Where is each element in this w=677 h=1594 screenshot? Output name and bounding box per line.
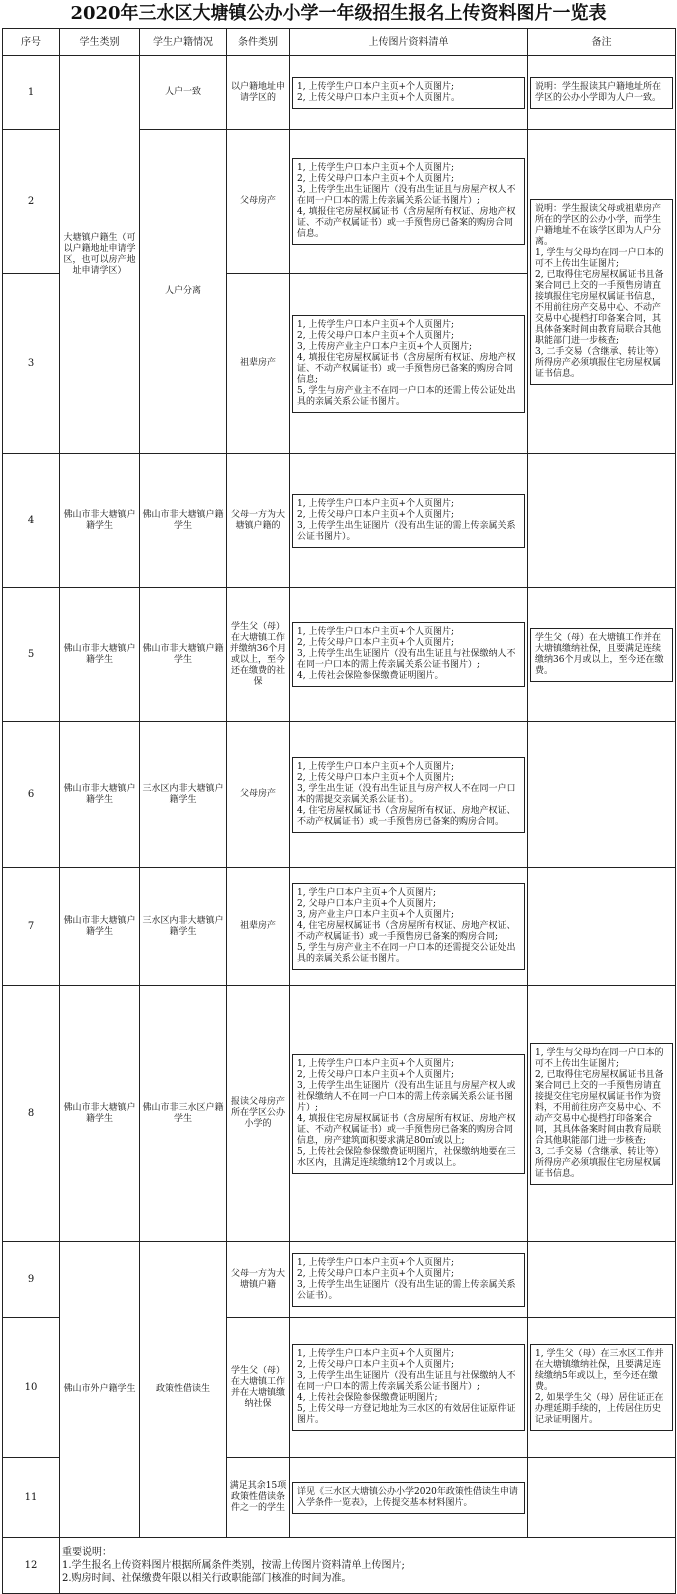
row-list: 1, 上传学生户口本户主页+个人页图片; 2, 上传父母户口本户主页+个人页图片; 3, 上传学生出生证图片（没有出生证且与房屋产权人不在同一户口本的需上传亲属关系公证书图片）; 4, 填报住宅房屋权属证书（含房屋所有权证、房地产权证、不动产权属证书）或一手预售房已备案的购房合同信息。 [292,158,525,245]
row-list: 1, 上传学生户口本户主页+个人页图片; 2, 上传父母户口本户主页+个人页图片; 3, 上传学生出生证图片（没有出生证的需上传亲属关系公证书图片）。 [292,494,525,548]
row-condition: 祖辈房产 [227,274,290,454]
row-category: 大塘镇户籍生（可以户籍地址申请学区，也可以房产地址申请学区） [60,56,140,454]
important-notes: 重要说明： 1.学生报名上传资料图片根据所属条件类别，按需上传图片资料清单上传图片; 2.购房时间、社保缴费年限以相关行政职能部门核准的时间为准。 [60,1538,676,1594]
table-row [3,1242,676,1318]
row-note [528,1242,676,1318]
table-row [3,722,676,868]
row-hukou: 佛山市非大塘镇户籍学生 [140,454,227,588]
header-category: 学生类别 [60,29,140,56]
row-hukou: 三水区内非大塘镇户籍学生 [140,722,227,868]
row-condition: 学生父（母）在大塘镇工作并缴纳36个月或以上，至今还在缴费的社保 [227,588,290,722]
row-category: 佛山市外户籍学生 [60,1242,140,1538]
row-note [528,1458,676,1538]
row-hukou: 佛山市非三水区户籍学生 [140,986,227,1242]
row-condition: 祖辈房产 [227,868,290,986]
row-condition: 学生父（母）在大塘镇工作并在大塘镇缴纳社保 [227,1318,290,1458]
row-no: 10 [3,1318,60,1458]
table-row [3,868,676,986]
row-category: 佛山市非大塘镇户籍学生 [60,986,140,1242]
row-hukou: 政策性借读生 [140,1242,227,1538]
row-no: 3 [3,274,60,454]
header-hukou: 学生户籍情况 [140,29,227,56]
table-row [3,454,676,588]
row-hukou: 人户分离 [140,130,227,454]
row-note: 说明：学生报读其户籍地址所在学区的公办小学即为人户一致。 [530,77,673,109]
row-no: 7 [3,868,60,986]
row-condition: 以户籍地址申请学区的 [227,56,290,130]
row-condition: 父母房产 [227,722,290,868]
row-no: 9 [3,1242,60,1318]
row-no: 6 [3,722,60,868]
row-hukou: 佛山市非大塘镇户籍学生 [140,588,227,722]
row-condition: 父母一方为大塘镇户籍 [227,1242,290,1318]
table-row [3,56,676,130]
table-row [3,986,676,1242]
row-category: 佛山市非大塘镇户籍学生 [60,868,140,986]
row-no: 8 [3,986,60,1242]
row-category: 佛山市非大塘镇户籍学生 [60,722,140,868]
row-condition: 满足其余15项政策性借读条件之一的学生 [227,1458,290,1538]
row-no: 12 [3,1538,60,1594]
row-note: 说明：学生报读父母或祖辈房产所在的学区的公办小学，而学生户籍地址不在该学区即为人户分离。 1, 学生与父母均在同一户口本的可不上传出生证图片; 2, 已取得住宅房屋权属证书且备案合同已上交的一手预售房请直接填报住宅房屋权属证书信息，不用前往房产交易中心、不动产交易中心提档打印备案合同，其具体备案时间由教育局联合其他职能部门进一步核查; 3, 二手交易（含继承、转让等）所得房产必须填报住宅房屋权属证书信息。 [530,199,673,385]
row-note: 1, 学生父（母）在三水区工作并在大塘镇缴纳社保，且要满足连续缴纳5年或以上，至今还在缴费。 2, 如果学生父（母）居住证正在办理延期手续的，上传居住历史记录证明图片。 [530,1344,673,1431]
row-no: 5 [3,588,60,722]
row-list: 1, 上传学生户口本户主页+个人页图片; 2, 上传父母户口本户主页+个人页图片; 3, 学生出生证（没有出生证且与房产权人不在同一户口本的需提交亲属关系公证书）。 4, 住宅房屋权属证书（含房屋所有权证、房地产权证、不动产权属证书）或一手预售房已备案的购房合同。 [292,757,525,833]
header-no: 序号 [3,29,60,56]
row-condition: 父母一方为大塘镇户籍的 [227,454,290,588]
row-no: 4 [3,454,60,588]
enrollment-table [2,28,676,1594]
row-note [528,454,676,588]
row-list: 1, 学生户口本户主页+个人页图片; 2, 父母户口本户主页+个人页图片; 3, 房产业主户口本户主页+个人页图片; 4, 住宅房屋权属证书（含房屋所有权证、房地产权证、不动产权属证书）或一手预售房已备案的购房合同; 5, 学生与房产业主不在同一户口本的还需提交公证处出具的亲属关系公证书图片。 [292,883,525,970]
row-list: 1, 上传学生户口本户主页+个人页图片; 2, 上传父母户口本户主页+个人页图片; 3, 上传学生出生证图片（没有出生证且与社保缴纳人不在同一户口本的需上传亲属关系公证书图片）; 4, 上传社会保险参保缴费证明图片。 [292,622,525,687]
row-list: 1, 上传学生户口本户主页+个人页图片; 2, 上传父母户口本户主页+个人页图片。 [292,77,525,109]
table-row [3,1538,676,1594]
row-note [528,722,676,868]
row-condition: 父母房产 [227,130,290,274]
row-list: 1, 上传学生户口本户主页+个人页图片; 2, 上传父母户口本户主页+个人页图片; 3, 上传学生出生证图片（没有出生证且与房屋产权人或社保缴纳人不在同一户口本的需上传亲属关系公证书图片）; 4, 填报住宅房屋权属证书（含房屋所有权证、房地产权证、不动产权属证书）或一手预售房已备案的购房合同信息，房产建筑面积要求满足80㎡或以上; 5, 上传社会保险参保缴费证明图片，社保缴纳地要在三水区内，且满足连续缴纳12个月或以上。 [292,1054,525,1174]
header-row [3,29,676,56]
row-no: 2 [3,130,60,274]
row-note [528,868,676,986]
row-list: 1, 上传学生户口本户主页+个人页图片; 2, 上传父母户口本户主页+个人页图片; 3, 上传学生出生证图片（没有出生证且与社保缴纳人不在同一户口本的需上传亲属关系公证书图片）; 4, 上传社会保险参保缴费证明图片; 5, 上传父母一方登记地址为三水区的有效居住证原件证图片。 [292,1344,525,1431]
row-list: 1, 上传学生户口本户主页+个人页图片; 2, 上传父母户口本户主页+个人页图片; 3, 上传学生出生证图片（没有出生证的需上传亲属关系公证书）。 [292,1253,525,1307]
row-list: 1, 上传学生户口本户主页+个人页图片; 2, 上传父母户口本户主页+个人页图片; 3, 上传房产业主户口本户主页+个人页图片; 4, 填报住宅房屋权属证书（含房屋所有权证、房地产权证、不动产权属证书）或一手预售房已备案的购房合同信息; 5, 学生与房产业主不在同一户口本的还需上传公证处出具的亲属关系公证书图片。 [292,315,525,413]
page-title: 2020年三水区大塘镇公办小学一年级招生报名上传资料图片一览表 [70,3,607,24]
row-hukou: 人户一致 [140,56,227,130]
table-row [3,588,676,722]
header-note: 备注 [528,29,676,56]
row-list: 详见《三水区大塘镇公办小学2020年政策性借读生申请入学条件一览表》，上传提交基本材料图片。 [292,1482,525,1514]
header-list: 上传图片资料清单 [290,29,528,56]
row-no: 11 [3,1458,60,1538]
row-category: 佛山市非大塘镇户籍学生 [60,588,140,722]
row-condition: 报读父母房产所在学区公办小学的 [227,986,290,1242]
row-no: 1 [3,56,60,130]
row-note: 1, 学生与父母均在同一户口本的可不上传出生证图片; 2, 已取得住宅房屋权属证书且备案合同已上交的一手预售房请直接提交住宅房屋权属证书作为资料，不用前往房产交易中心、不动产交易中心提档打印备案合同，其具体备案时间由教育局联合其他职能部门进一步核查; 3, 二手交易（含继承、转让等）所得房产必须填报住宅房屋权属证书信息。 [530,1043,673,1185]
row-note: 学生父（母）在大塘镇工作并在大塘镇缴纳社保，且要满足连续缴纳36个月或以上，至今还在缴费。 [530,628,673,682]
row-hukou: 三水区内非大塘镇户籍学生 [140,868,227,986]
row-category: 佛山市非大塘镇户籍学生 [60,454,140,588]
header-condition: 条件类别 [227,29,290,56]
